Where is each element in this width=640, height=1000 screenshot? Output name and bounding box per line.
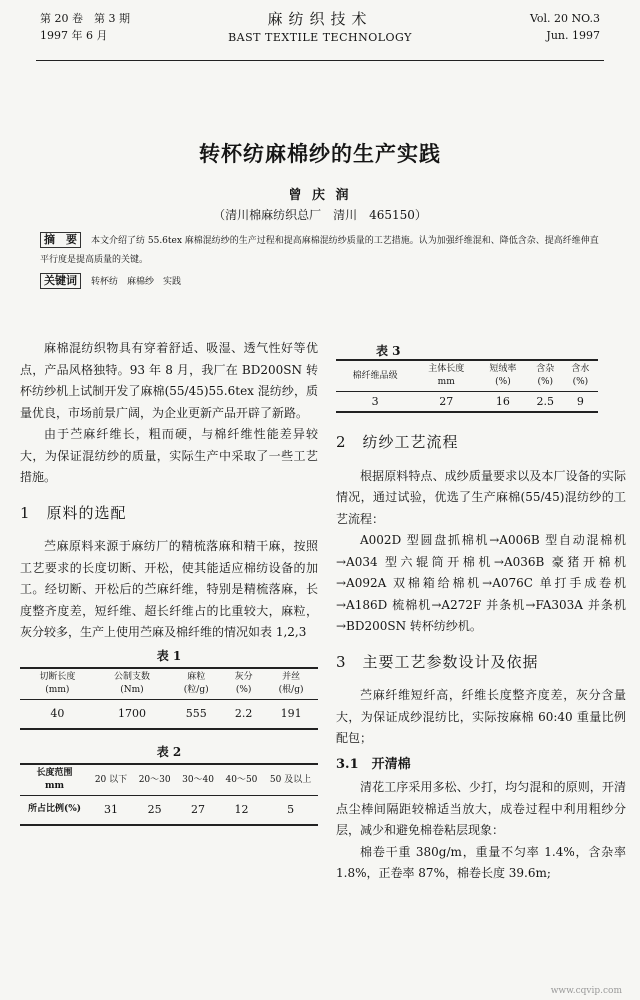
section-1-heading: 1 原料的选配 xyxy=(20,503,127,522)
table-2-cell: 5 xyxy=(287,803,295,816)
section-2-paragraph-1: 根据原料特点、成纱质量要求以及本厂设备的实际情况，通过试验，优选了生产麻棉(55/45)混纺纱的工艺流程： xyxy=(336,468,626,526)
date-en: Jun. 1997 xyxy=(546,29,600,42)
intro-paragraph-2: 由于苎麻纤维长，粗而硬，与棉纤维性能差异较大，为保证混纺纱的质量，实际生产中采取了一些工艺措施。 xyxy=(20,427,318,484)
table-2-header: 长度范围 mm xyxy=(20,764,89,796)
table-2-header: 20～30 xyxy=(133,764,176,796)
table-1-cell: 40 xyxy=(50,707,65,720)
section-3-paragraph: 苎麻纤维短纤高，纤维长度整齐度差，灰分含量大，为保证成纱混纺比，实际按麻棉 60:40 重量比例配包； xyxy=(336,688,626,745)
journal-name xyxy=(200,8,440,44)
header-left xyxy=(40,10,130,44)
table-3-block xyxy=(336,340,598,413)
table-3-header: 含杂 (%) xyxy=(528,360,563,392)
table-2-header: 20 以下 xyxy=(89,764,133,796)
abstract-block xyxy=(40,232,600,292)
table-2-header: 50 及以上 xyxy=(263,764,318,796)
volume-issue-en: Vol. 20 NO.3 xyxy=(529,12,600,25)
table-3-header: 短绒率 (%) xyxy=(478,360,528,392)
table-3-cell: 16 xyxy=(495,395,510,408)
table-1-cell: 2.2 xyxy=(234,707,253,720)
left-column xyxy=(20,338,318,826)
watermark: www.cqvip.com xyxy=(550,986,622,996)
right-column xyxy=(336,433,626,885)
table-2-header: 30～40 xyxy=(176,764,219,796)
table-3-header: 棉纤维品级 xyxy=(336,360,414,392)
table-1-cell: 555 xyxy=(185,707,207,720)
table-1-header: 切断长度 (mm) xyxy=(20,668,95,700)
section-2-process-flow: A002D 型圆盘抓棉机→A006B 型自动混棉机→A034 型六辊筒开棉机→A036B 豪猪开棉机→A092A 双棉箱给棉机→A076C 单打手成卷机→A186D 梳棉机→A272F 并条机→FA303A 并条机→BD200SN 转杯纺纱机。 xyxy=(336,533,626,633)
journal-name-en: BAST TEXTILE TECHNOLOGY xyxy=(228,31,412,44)
table-3-cell: 9 xyxy=(576,395,584,408)
volume-issue-cn: 第 20 卷 第 3 期 xyxy=(40,12,130,25)
section-3-1-paragraph-2: 棉卷干重 380g/m，重量不匀率 1.4%，含杂率 1.8%，正卷率 87%，棉卷长度 39.6m; xyxy=(336,844,626,880)
table-2 xyxy=(20,763,318,826)
article-affiliation: （清川棉麻纺织总厂 清川 465150） xyxy=(213,208,427,222)
article-author: 曾 庆 润 xyxy=(288,188,352,203)
table-2-cell: 12 xyxy=(234,803,249,816)
table-1-header: 公制支数 (Nm) xyxy=(95,668,170,700)
table-3-caption: 表 3 xyxy=(376,344,401,358)
table-3-cell: 3 xyxy=(371,395,379,408)
journal-name-cn: 麻纺织技术 xyxy=(267,10,373,28)
date-cn: 1997 年 6 月 xyxy=(40,29,108,42)
table-1-cell: 1700 xyxy=(117,707,146,720)
table-2-cell: 27 xyxy=(191,803,206,816)
table-2-caption: 表 2 xyxy=(156,744,182,759)
table-row xyxy=(336,392,598,413)
table-2-header: 40～50 xyxy=(220,764,263,796)
section-3-1-paragraph-1: 清花工序采用多松、少打，均匀混和的原则，开清点尘棒间隔距较棉适当放大，成卷过程中利用粗纱分层，减少和避免棉卷粘层现象： xyxy=(336,780,626,837)
keywords-text: 转杯纺 麻棉纱 实践 xyxy=(91,277,182,287)
table-2-row-label: 所占比例(%) xyxy=(27,804,82,814)
keywords-label: 关键词 xyxy=(40,273,81,289)
table-3-cell: 2.5 xyxy=(536,395,554,408)
table-3-cell: 27 xyxy=(439,395,454,408)
table-row xyxy=(20,796,318,825)
table-3-header: 主体长度 mm xyxy=(414,360,478,392)
table-1 xyxy=(20,667,318,730)
abstract-text: 本文介绍了纺 55.6tex 麻棉混纺纱的生产过程和提高麻棉混纺纱质量的工艺措施。认为加强纤维混和、降低含杂、提高纤维伸直平行度是提高质量的关键。 xyxy=(40,236,599,265)
section-3-heading: 3 主要工艺参数设计及依据 xyxy=(336,652,539,671)
table-3-header: 含水 (%) xyxy=(563,360,598,392)
table-2-cell: 25 xyxy=(147,803,162,816)
table-1-cell: 191 xyxy=(280,707,302,720)
intro-paragraph-1: 麻棉混纺织物具有穿着舒适、吸湿、透气性好等优点，产品风格独特。93 年 8 月，我厂在 BD200SN 转杯纺纱机上试制开发了麻棉(55/45)55.6tex 混纺纱，质量优良，市场前景广阔，为企业更新产品开辟了新路。 xyxy=(20,341,318,420)
section-1-paragraph: 苎麻原料来源于麻纺厂的精梳落麻和精干麻，按照工艺要求的长度切断、开松，使其能适应棉纺设备的加工。经切断、开松后的苎麻纤维，特别是精梳落麻，长度整齐度差，短纤维、超长纤维占的比重较大，麻粒，灰分较多，生产上使用苎麻及棉纤维的情况如表 1,2,3 xyxy=(20,539,318,639)
article-title: 转杯纺麻棉纱的生产实践 xyxy=(199,141,441,166)
table-row xyxy=(20,700,318,729)
header-rule xyxy=(36,60,604,61)
section-2-heading: 2 纺纱工艺流程 xyxy=(336,433,459,451)
table-1-header: 并丝 (根/g) xyxy=(264,668,318,700)
table-1-header: 灰分 (%) xyxy=(223,668,264,700)
header-right xyxy=(530,10,600,44)
section-3-1-heading: 3.1 开清棉 xyxy=(336,756,411,772)
table-1-header: 麻粒 (粒/g) xyxy=(169,668,223,700)
table-2-cell: 31 xyxy=(103,803,118,816)
table-1-caption: 表 1 xyxy=(156,648,182,663)
abstract-label: 摘 要 xyxy=(40,232,81,248)
table-3 xyxy=(336,359,598,413)
